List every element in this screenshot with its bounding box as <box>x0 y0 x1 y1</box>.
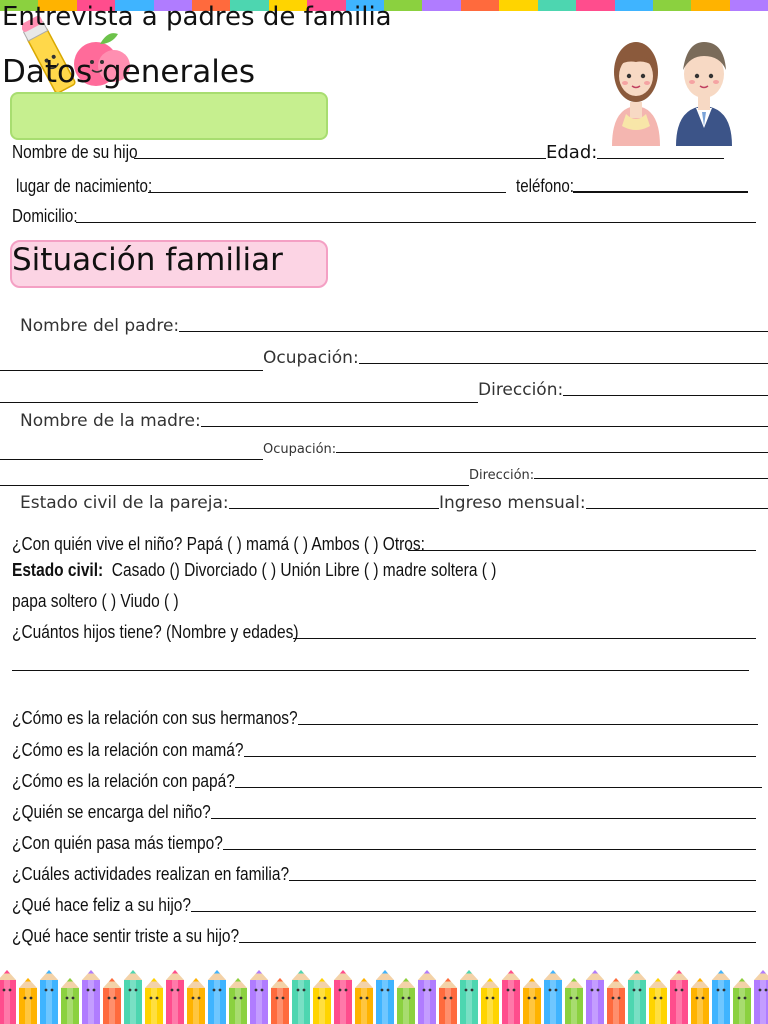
pencil-icon <box>355 978 373 1024</box>
pencil-icon <box>565 978 583 1024</box>
answer-line[interactable] <box>211 818 756 819</box>
question-label: ¿Cuáles actividades realizan en familia? <box>12 864 290 884</box>
top-bar-segment <box>499 0 537 11</box>
pencil-icon <box>544 970 562 1024</box>
pencil-icon <box>712 970 730 1024</box>
pencil-icon <box>208 970 226 1024</box>
top-bar-segment <box>576 0 614 11</box>
lugar-row[interactable] <box>16 176 506 197</box>
cuantos-hijos-line[interactable] <box>293 638 756 639</box>
ocupacion-padre-label: Ocupación: <box>263 348 359 368</box>
question-row[interactable] <box>12 926 756 947</box>
pencil-icon <box>187 978 205 1024</box>
telefono-label: teléfono: <box>516 176 575 196</box>
cuantos-hijos-continuation[interactable] <box>12 670 749 671</box>
ocupacion-madre-row[interactable] <box>263 442 768 457</box>
pencil-icon <box>166 970 184 1024</box>
ocupacion-madre-continuation[interactable] <box>0 485 469 486</box>
papa-soltero-row[interactable] <box>12 591 756 612</box>
ocupacion-madre-line[interactable] <box>336 452 768 453</box>
answer-line[interactable] <box>239 942 756 943</box>
pencil-icon <box>670 970 688 1024</box>
answer-line[interactable] <box>244 756 756 757</box>
datos-generales-heading: Datos generales <box>2 54 256 90</box>
nombre-madre-row[interactable] <box>20 411 768 431</box>
domicilio-line[interactable] <box>76 222 756 223</box>
ocupacion-padre-continuation[interactable] <box>0 402 478 403</box>
pencils-border-decoration <box>0 962 768 1024</box>
top-bar-segment <box>461 0 499 11</box>
pencil-icon <box>334 970 352 1024</box>
estado-civil-pareja-line[interactable] <box>229 508 439 509</box>
direccion-padre-row[interactable] <box>478 380 768 400</box>
nombre-hijo-label: Nombre de su hijo <box>12 142 138 162</box>
top-bar-segment <box>538 0 576 11</box>
question-row[interactable] <box>12 740 756 761</box>
direccion-padre-label: Dirección: <box>478 380 564 400</box>
pencil-icon <box>82 970 100 1024</box>
pencil-icon <box>124 970 142 1024</box>
nombre-padre-line[interactable] <box>179 331 768 332</box>
ingreso-label: Ingreso mensual: <box>439 493 586 513</box>
question-row[interactable] <box>12 895 756 916</box>
top-bar-segment <box>691 0 729 11</box>
situacion-familiar-heading: Situación familiar <box>12 242 283 278</box>
pencil-icon <box>397 978 415 1024</box>
question-label: ¿Cómo es la relación con mamá? <box>12 740 244 760</box>
pencil-icon <box>439 978 457 1024</box>
question-row[interactable] <box>12 771 762 792</box>
pencil-icon <box>0 970 16 1024</box>
question-row[interactable] <box>12 833 756 854</box>
ingreso-line[interactable] <box>586 508 768 509</box>
ocupacion-madre-label: Ocupación: <box>263 442 337 457</box>
question-label: ¿Cómo es la relación con papá? <box>12 771 235 791</box>
madre-line-continuation[interactable] <box>0 459 263 460</box>
question-row[interactable] <box>12 864 756 885</box>
estado-civil-text <box>12 560 496 581</box>
nombre-hijo-line[interactable] <box>134 158 546 159</box>
nombre-madre-label: Nombre de la madre: <box>20 411 201 431</box>
nombre-padre-label: Nombre del padre: <box>20 316 180 336</box>
top-bar-segment <box>653 0 691 11</box>
answer-line[interactable] <box>235 787 762 788</box>
direccion-madre-line[interactable] <box>534 478 768 479</box>
cuantos-hijos-label: ¿Cuántos hijos tiene? (Nombre y edades) <box>12 622 299 642</box>
pencil-icon <box>754 970 768 1024</box>
estado-civil-pareja-label: Estado civil de la pareja: <box>20 493 229 513</box>
pencil-icon <box>250 970 268 1024</box>
pencil-icon <box>313 978 331 1024</box>
question-label: ¿Con quién pasa más tiempo? <box>12 833 223 853</box>
domicilio-label: Domicilio: <box>12 206 78 226</box>
top-bar-segment <box>422 0 460 11</box>
question-row[interactable] <box>12 708 758 729</box>
telefono-row[interactable] <box>516 176 748 197</box>
vive-con-line[interactable] <box>408 550 756 551</box>
edad-row[interactable] <box>546 142 724 163</box>
pencil-icon <box>502 970 520 1024</box>
answer-line[interactable] <box>223 849 756 850</box>
pencil-icon <box>523 978 541 1024</box>
nombre-hijo-row[interactable] <box>12 142 546 163</box>
pencil-icon <box>271 978 289 1024</box>
estado-civil-options[interactable]: Casado () Divorciado ( ) Unión Libre ( ) madre soltera ( ) <box>111 560 497 580</box>
pencil-icon <box>61 978 79 1024</box>
ocupacion-padre-row[interactable] <box>263 348 768 368</box>
question-row[interactable] <box>12 802 756 823</box>
lugar-label: lugar de nacimiento: <box>16 176 153 196</box>
pencil-icon <box>418 970 436 1024</box>
pencil-icon <box>145 978 163 1024</box>
papa-soltero-label: papa soltero ( ) Viudo ( ) <box>12 591 179 611</box>
pencil-icon <box>460 970 478 1024</box>
vive-con-label: ¿Con quién vive el niño? Papá ( ) mamá ( ) Ambos ( ) Otros: <box>12 534 425 554</box>
telefono-line[interactable] <box>573 191 748 193</box>
datos-generales-highlight <box>10 92 328 140</box>
estado-civil-row <box>12 560 756 581</box>
ingreso-row[interactable] <box>439 493 768 513</box>
pencil-icon <box>40 970 58 1024</box>
question-label: ¿Quién se encarga del niño? <box>12 802 211 822</box>
pencil-icon <box>586 970 604 1024</box>
padre-line-continuation[interactable] <box>0 370 263 371</box>
page-title: Entrevista a padres de familia <box>2 2 392 32</box>
nombre-madre-line[interactable] <box>201 426 768 427</box>
estado-civil-label: Estado civil: <box>12 560 104 580</box>
question-label: ¿Qué hace feliz a su hijo? <box>12 895 191 915</box>
vive-con-row[interactable] <box>12 534 756 555</box>
domicilio-row[interactable] <box>12 206 756 227</box>
direccion-madre-row[interactable] <box>469 468 768 483</box>
pencil-icon <box>229 978 247 1024</box>
pencil-icon <box>691 978 709 1024</box>
answer-line[interactable] <box>289 880 756 881</box>
pencil-icon <box>481 978 499 1024</box>
direccion-padre-line[interactable] <box>563 395 768 396</box>
pencil-icon <box>103 978 121 1024</box>
nombre-padre-row[interactable] <box>20 316 768 336</box>
direccion-madre-label: Dirección: <box>469 468 535 483</box>
ocupacion-padre-line[interactable] <box>359 363 768 364</box>
question-label: ¿Cómo es la relación con sus hermanos? <box>12 708 298 728</box>
lugar-line[interactable] <box>148 192 506 193</box>
pencil-icon <box>733 978 751 1024</box>
estado-civil-pareja-row[interactable] <box>20 493 439 513</box>
question-label: ¿Qué hace sentir triste a su hijo? <box>12 926 240 946</box>
pencil-icon <box>376 970 394 1024</box>
top-bar-segment <box>615 0 653 11</box>
top-bar-segment <box>730 0 768 11</box>
pencil-icon <box>649 978 667 1024</box>
edad-label: Edad: <box>546 142 598 163</box>
pencil-icon <box>628 970 646 1024</box>
pencil-icon <box>607 978 625 1024</box>
answer-line[interactable] <box>191 911 756 912</box>
edad-line[interactable] <box>597 158 724 159</box>
answer-line[interactable] <box>298 724 758 725</box>
pencil-icon <box>19 978 37 1024</box>
pencil-icon <box>292 970 310 1024</box>
parents-illustration <box>604 30 738 146</box>
cuantos-hijos-row[interactable] <box>12 622 756 643</box>
